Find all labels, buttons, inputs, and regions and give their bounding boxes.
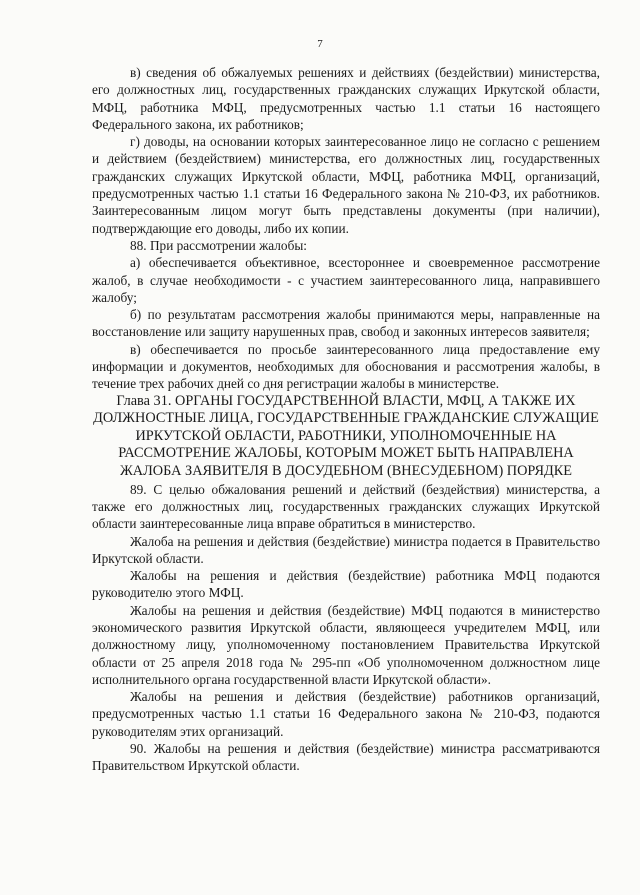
page-number: 7 [317,38,323,50]
chapter-heading: Глава 31. ОРГАНЫ ГОСУДАРСТВЕННОЙ ВЛАСТИ, МФЦ, А ТАКЖЕ ИХ ДОЛЖНОСТНЫЕ ЛИЦА, ГОСУДАРСТВЕННЫЕ ГРАЖДАНСКИЕ СЛУЖАЩИЕ ИРКУТСКОЙ ОБЛАСТИ, РАБОТНИКИ, УПОЛНОМОЧЕННЫЕ НА РАССМОТРЕНИЕ ЖАЛОБЫ, КОТОРЫМ МОЖЕТ БЫТЬ НАПРАВЛЕНА ЖАЛОБА ЗАЯВИТЕЛЯ В ДОСУДЕБНОМ (ВНЕСУДЕБНОМ) ПОРЯДКЕ [93,392,599,480]
paragraph-88-a: а) обеспечивается объективное, всестороннее и своевременное рассмотрение жалоб, в случае необходимости - с участием заинтересованного лица, направившего жалобу; [92,255,600,305]
paragraph-minister-complaint: Жалоба на решения и действия (бездействие) министра подается в Правительство Иркутской области. [92,533,600,566]
paragraph-g-arguments: г) доводы, на основании которых заинтересованное лицо не согласно с решением и действием (бездействием) министерства, его должностных лиц, государственных гражданских служащих Иркутской области, МФЦ, работника МФЦ, организаций, предусмотренных частью 1.1 статьи 16 Федерального закона № 210-ФЗ, их работников. Заинтересованным лицом могут быть представлены документы (при наличии), подтверждающие его доводы, либо их копии. [92,134,600,236]
paragraph-mfc-complaint: Жалобы на решения и действия (бездействие) МФЦ подаются в министерство экономического развития Иркутской области, являющееся учредителем МФЦ, или должностному лицу, уполномоченному постановлением Правительства Иркутской области от 25 апреля 2018 года № 295-пп «Об уполномоченном должностном лице исполнительного органа государственной власти Иркутской области». [92,602,600,687]
paragraph-90: 90. Жалобы на решения и действия (бездействие) министра рассматриваются Правительством Иркутской области. [92,741,600,774]
paragraph-88: 88. При рассмотрении жалобы: [130,237,307,253]
paragraph-88-b: б) по результатам рассмотрения жалобы принимаются меры, направленные на восстановление или защиту нарушенных прав, свобод и законных интересов заявителя; [92,307,600,340]
document-body [92,64,600,775]
paragraph-mfc-worker-complaint: Жалобы на решения и действия (бездействие) работника МФЦ подаются руководителю этого МФЦ. [92,568,600,601]
paragraph-v-info: в) сведения об обжалуемых решениях и действиях (бездействии) министерства, его должностных лиц, государственных гражданских служащих Иркутской области, МФЦ, работника МФЦ, предусмотренных частью 1.1 статьи 16 настоящего Федерального закона, их работников; [92,65,600,132]
paragraph-89: 89. С целью обжалования решений и действий (бездействия) министерства, а также его должностных лиц, государственных гражданских служащих Иркутской области заинтересованные лица вправе обратиться в министерство. [92,481,600,532]
paragraph-organizations-complaint: Жалобы на решения и действия (бездействие) работников организаций, предусмотренных частью 1.1 статьи 16 Федерального закона № 210-ФЗ, подаются руководителям этих организаций. [92,689,600,739]
paragraph-88-v: в) обеспечивается по просьбе заинтересованного лица предоставление ему информации и документов, необходимых для обоснования и рассмотрения жалобы, в течение трех рабочих дней со дня регистрации жалобы в министерстве. [92,341,600,392]
